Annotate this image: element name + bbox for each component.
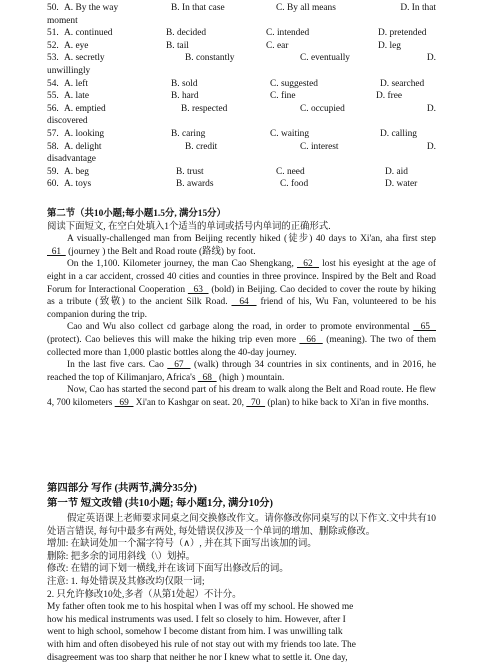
subsection-heading: 第一节 短文改错 (共10小题; 每小题1分, 满分10分) <box>47 498 273 509</box>
option-d: D. searched <box>380 78 425 89</box>
question-number: 60. <box>47 179 59 190</box>
rule-delete: 删除: 把多余的词用斜线（\）划掉。 <box>47 551 196 562</box>
grammar-fill-section <box>0 208 488 410</box>
option-c: C. occupied <box>300 103 345 114</box>
option-d-continued: discovered <box>47 116 88 127</box>
blank-61: 61 <box>47 246 66 257</box>
option-c: C. suggested <box>270 78 318 89</box>
option-b: B. sold <box>171 78 198 89</box>
option-a: A. looking <box>64 128 105 139</box>
option-c: C. By all means <box>276 3 336 13</box>
section-heading: 第二节（共10小题;每小题1.5分, 满分15分） <box>47 209 226 219</box>
note-2: 2. 只允许修改10处,多者（从第1处起）不计分。 <box>47 589 242 600</box>
passage-paragraph-5: Now, Cao has started the second part of his dream to walk along the Belt and Road route. He flew 4, 700 kilometers 69 Xi'an to Kashgar on seat. 20, 70 (plan) to hike back to Xi'an in five months. <box>47 385 436 408</box>
blank-67: 67 <box>167 360 191 371</box>
question-number: 50. <box>47 3 59 13</box>
option-c: C. need <box>276 166 305 177</box>
essay-line: with him and often disobeyed his rule of not stay out with my friends too late. The <box>47 639 356 650</box>
option-a: A. continued <box>64 28 113 39</box>
passage-paragraph-4: In the last five cars. Cao 67 (walk) through 34 countries in six continents, and in 2016, he reached the top of Kilimanjaro, Africa's 68 (high ) mountain. <box>47 360 436 383</box>
question-number: 57. <box>47 128 59 139</box>
question-number: 51. <box>47 28 59 39</box>
option-a: A. eye <box>64 40 89 51</box>
option-c: C. fine <box>270 91 296 102</box>
option-c: C. eventually <box>300 53 350 64</box>
passage-paragraph-3: Cao and Wu also collect cd garbage along the road, in order to promote environmental 65 (protect). Cao believes this will make the hiking trip even more 66 (meaning). The two of them collected more than 1,000 plastic bottles along the 40-day journey. <box>47 322 437 358</box>
writing-section <box>0 481 488 664</box>
option-a: A. By the way <box>64 3 119 13</box>
blank-62: 62 <box>296 259 320 270</box>
option-d: D. aid <box>385 166 408 177</box>
option-d: D. free <box>376 91 403 102</box>
error-correction-intro: 假定英语课上老师要求同桌之间交换修改作文。请你修改你同桌写的以下作文.文中共有10处语言错误, 每句中最多有两处, 每处错误仅涉及一个单词的增加、删除或修改。 <box>47 514 436 537</box>
option-b: B. tail <box>166 40 189 51</box>
question-number: 56. <box>47 103 59 114</box>
option-a: A. left <box>64 78 88 89</box>
rule-add: 增加: 在缺词处加一个漏字符号（∧）, 并在其下面写出该加的词。 <box>47 539 317 550</box>
question-53-wrap <box>0 65 488 78</box>
option-c: C. interest <box>300 141 339 152</box>
option-d: D. <box>426 53 436 64</box>
question-56 <box>0 103 488 116</box>
option-c: C. waiting <box>270 128 310 139</box>
option-b: B. constantly <box>185 53 235 64</box>
blank-65: 65 <box>413 322 437 333</box>
option-b: B. caring <box>171 128 206 139</box>
question-56-wrap <box>0 115 488 128</box>
blank-68: 68 <box>197 372 217 383</box>
question-number: 52. <box>47 40 59 51</box>
option-c: C. ear <box>266 40 289 51</box>
essay-line: how his medical instruments was used. I felt so closely to him. However, after I <box>47 614 346 625</box>
note-1: 注意: 1. 每处错误及其修改均仅限一词; <box>47 576 205 587</box>
question-53 <box>0 52 488 65</box>
option-b: B. trust <box>176 166 204 177</box>
part-heading: 第四部分 写作 (共两节,满分35分) <box>47 483 197 494</box>
question-57 <box>0 128 488 141</box>
question-58-wrap <box>0 153 488 166</box>
blank-64: 64 <box>231 297 257 308</box>
option-b: B. hard <box>171 91 199 102</box>
option-d-continued: disadvantage <box>47 154 96 165</box>
option-d: D. leg <box>378 40 401 51</box>
question-59 <box>0 166 488 179</box>
question-58 <box>0 141 488 154</box>
question-51 <box>0 27 488 40</box>
option-d: D. calling <box>380 128 417 139</box>
option-b: B. credit <box>185 141 218 152</box>
option-b: B. respected <box>181 103 228 114</box>
essay-line: disagreement was too sharp that neither he nor I knew what to settle it. One day, <box>47 652 348 663</box>
passage-paragraph-1: A visually-challenged man from Beijing recently hiked (徒步) 40 days to Xi'an, aha first step 61 (journey ) the Belt and Road route (路线) by foot. <box>47 234 436 257</box>
option-b: B. awards <box>176 179 214 190</box>
blank-70: 70 <box>246 397 266 408</box>
blank-66: 66 <box>299 334 323 345</box>
option-d: D. water <box>385 179 418 190</box>
option-a: A. toys <box>64 179 92 190</box>
option-b: B. decided <box>166 28 207 39</box>
option-d: D. In that <box>400 3 436 13</box>
question-60 <box>0 178 488 191</box>
option-a: A. late <box>64 91 89 102</box>
option-a: A. delight <box>64 141 102 152</box>
question-number: 53. <box>47 53 59 64</box>
section-instruction: 阅读下面短文, 在空白处填入1个适当的单词或括号内单词的正确形式. <box>47 221 331 232</box>
question-number: 55. <box>47 91 59 102</box>
option-d: D. <box>426 103 436 114</box>
question-52 <box>0 40 488 53</box>
passage-paragraph-2: On the 1,100. Kilometer journey, the man Cao Shengkang, 62 lost his eyesight at the age of eight in a car accident, crossed 40 cities and counties in three province. Inspired by the Belt and Road Forum for Interactional Cooperation 63 (bold) in Beijing. Cao decided to cover the route by hiking as a tribute (致敬) to the ancient Silk Road. 64 friend of his, Wu Fan, volunteered to be his companion during the trip. <box>47 259 436 320</box>
option-a: A. beg <box>64 166 89 177</box>
blank-69: 69 <box>114 397 134 408</box>
option-c: C. intended <box>266 28 310 39</box>
option-b: B. In that case <box>171 3 225 13</box>
question-number: 59. <box>47 166 59 177</box>
question-50 <box>0 2 488 15</box>
question-number: 58. <box>47 141 59 152</box>
option-d-continued: unwillingly <box>47 65 91 76</box>
question-50-wrap <box>0 15 488 28</box>
option-a: A. secretly <box>64 53 105 64</box>
question-55 <box>0 90 488 103</box>
option-d: D. pretended <box>378 28 427 39</box>
option-a: A. emptied <box>64 103 106 114</box>
option-d-continued: moment <box>47 15 78 26</box>
question-54 <box>0 78 488 91</box>
essay-line: My father often took me to his hospital when I was off my school. He showed me <box>47 602 354 613</box>
option-d: D. <box>426 141 436 152</box>
rule-modify: 修改: 在错的词下划一横线,并在该词下面写出修改后的词。 <box>47 564 289 575</box>
blank-63: 63 <box>187 284 209 295</box>
essay-line: went to high school, somehow I become distant from him. I was unwilling talk <box>47 627 343 638</box>
option-c: C. food <box>280 179 309 190</box>
choice-list <box>0 2 488 191</box>
question-number: 54. <box>47 78 59 89</box>
